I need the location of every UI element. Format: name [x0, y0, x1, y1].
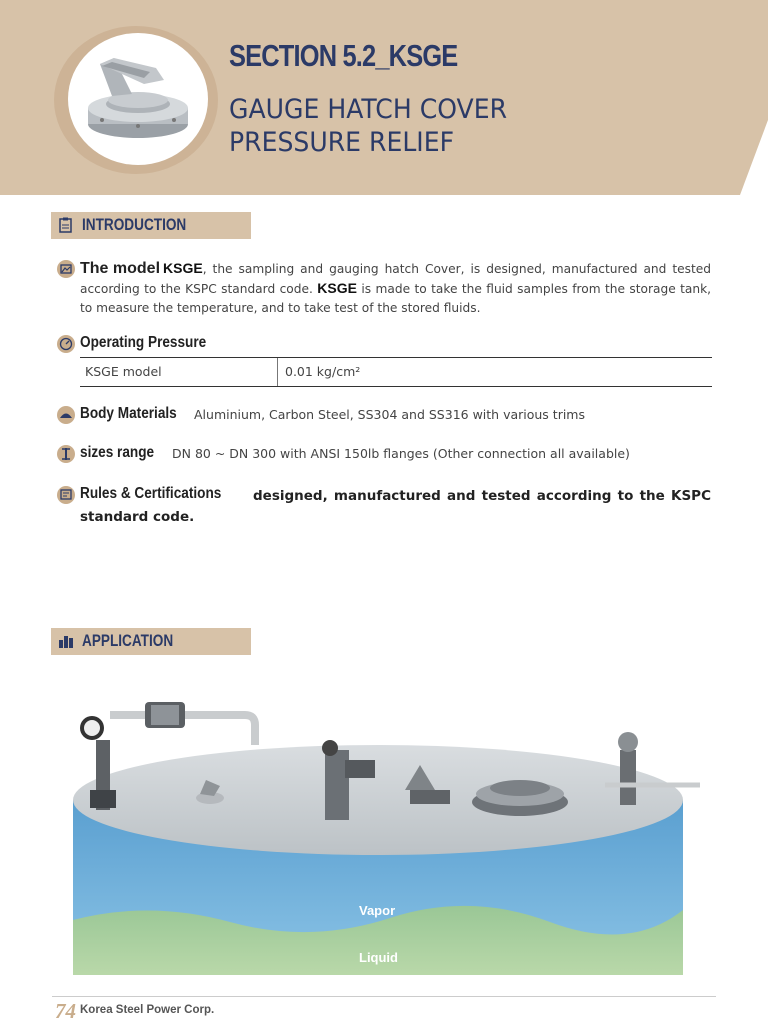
liquid-label: Liquid — [359, 950, 398, 965]
page-number: 74 — [55, 999, 76, 1023]
table-cell-model: KSGE model — [85, 364, 162, 379]
subtitle-line-2: PRESSURE RELIEF — [229, 127, 455, 158]
model-keyword-2: KSGE — [317, 280, 357, 296]
body-materials-label: Body Materials — [80, 405, 177, 422]
model-text-2: is made to take the fluid samples from the storage tank, to measure the temperature, and to take test of the stored fluids. — [80, 282, 712, 315]
body-materials-value: Aluminium, Carbon Steel, SS304 and SS316 with various trims — [194, 407, 585, 422]
table-divider — [277, 358, 278, 386]
operating-pressure-label: Operating Pressure — [80, 334, 207, 351]
table-cell-pressure: 0.01 kg/cm² — [285, 364, 361, 379]
vapor-label: Vapor — [359, 903, 396, 918]
subtitle-line-1: GAUGE HATCH COVER — [229, 94, 508, 125]
building-icon — [58, 633, 74, 649]
gauge-icon — [57, 335, 75, 353]
sizes-range-label: sizes range — [80, 444, 155, 461]
clipboard-icon — [58, 217, 74, 233]
model-paragraph — [80, 259, 711, 318]
rules-label: Rules & Certifications — [80, 485, 222, 502]
certificate-icon — [57, 486, 75, 504]
product-photo-circle — [52, 24, 220, 176]
company-name: Korea Steel Power Corp. — [80, 1004, 215, 1016]
model-keyword: KSGE — [163, 260, 203, 276]
introduction-heading-tab — [51, 212, 251, 239]
footer-divider — [52, 996, 716, 997]
sizes-range-value: DN 80 ~ DN 300 with ANSI 150lb flanges (Other connection all available) — [172, 446, 630, 461]
model-text-1: , the sampling and gauging hatch Cover, is designed, manufactured and tested according to the KSPC standard code. — [80, 262, 711, 296]
rules-value: designed, manufactured and tested according to the KSPC standard code. — [80, 488, 711, 525]
material-icon — [57, 406, 75, 424]
tank-illustration — [60, 690, 710, 980]
operating-pressure-table — [80, 357, 712, 387]
application-heading-tab — [51, 628, 251, 655]
application-heading: APPLICATION — [82, 631, 174, 650]
model-icon — [57, 260, 75, 278]
size-icon — [57, 445, 75, 463]
introduction-heading: INTRODUCTION — [82, 215, 187, 234]
section-title: SECTION 5.2_KSGE — [229, 38, 458, 73]
model-label: The model — [80, 260, 161, 277]
